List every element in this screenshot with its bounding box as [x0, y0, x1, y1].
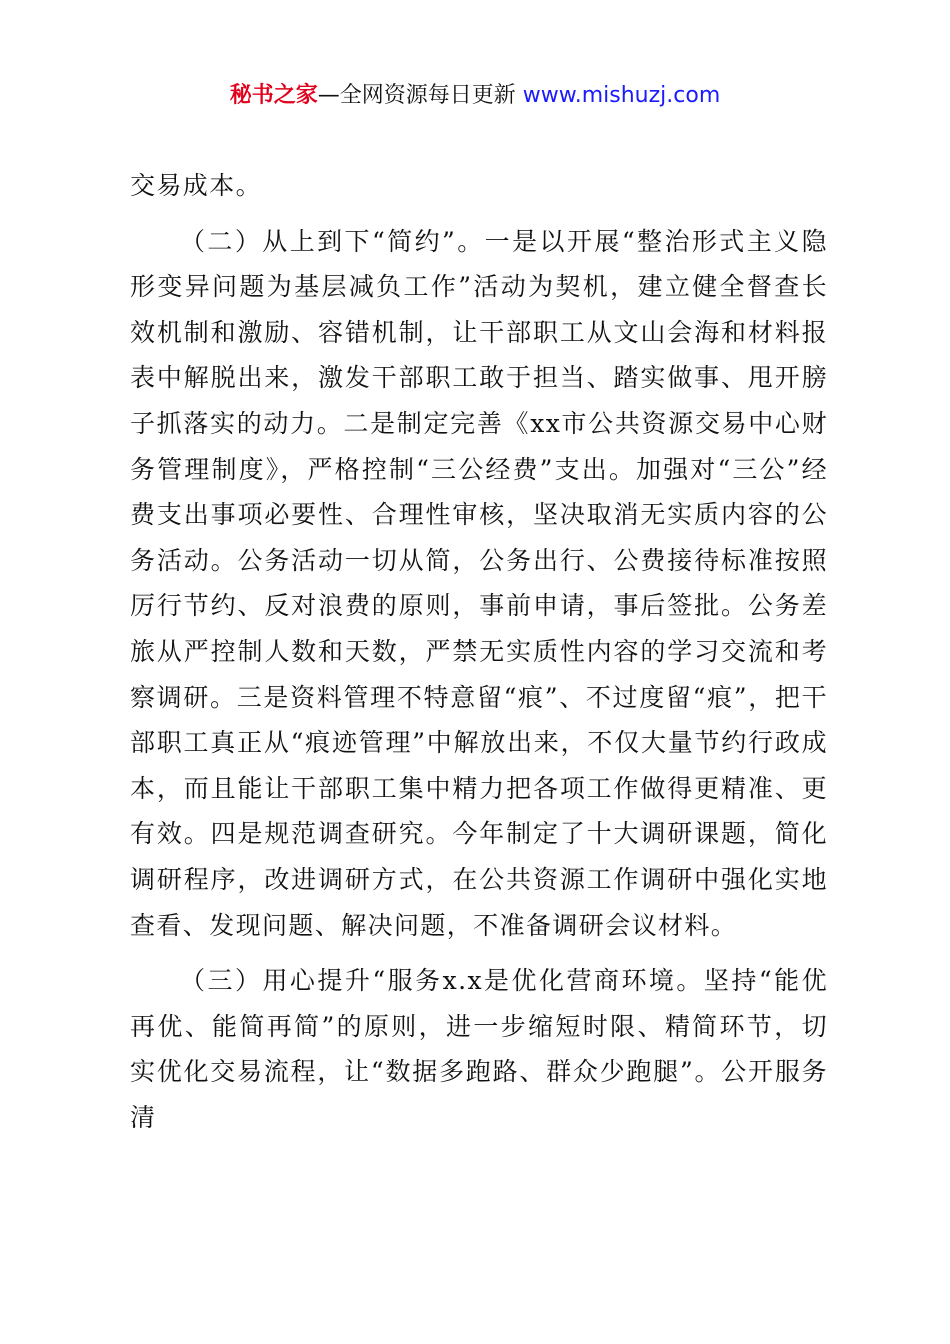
page-header [0, 80, 950, 112]
document-body [130, 163, 828, 1140]
paragraph-continuation: 交易成本。 [130, 171, 263, 200]
header-tagline: —全网资源每日更新 [317, 83, 516, 108]
paragraph-section-2: （二）从上到下“简约”。一是以开展“整治形式主义隐形变异问题为基层减负工作”活动为契机，建立健全督查长效机制和激励、容错机制，让干部职工从文山会海和材料报表中解脱出来，激发干部职工敢于担当、踏实做事、甩开膀子抓落实的动力。二是制定完善《xx市公共资源交易中心财务管理制度》，严格控制“三公经费”支出。加强对“三公”经费支出事项必要性、合理性审核，坚决取消无实质内容的公务活动。公务活动一切从简，公务出行、公费接待标准按照厉行节约、反对浪费的原则，事前申请，事后签批。公务差旅从严控制人数和天数，严禁无实质性内容的学习交流和考察调研。三是资料管理不特意留“痕”、不过度留“痕”，把干部职工真正从“痕迹管理”中解放出来，不仅大量节约行政成本，而且能让干部职工集中精力把各项工作做得更精准、更有效。四是规范调查研究。今年制定了十大调研课题，简化调研程序，改进调研方式，在公共资源工作调研中强化实地查看、发现问题、解决问题，不准备调研会议材料。 [130, 226, 828, 940]
paragraph-section-3: （三）用心提升“服务x.x是优化营商环境。坚持“能优再优、能简再简”的原则，进一步缩短时限、精简环节，切实优化交易流程，让“数据多跑路、群众少跑腿”。公开服务清 [130, 966, 828, 1132]
header-site-link[interactable]: www.mishuzj.com [522, 83, 721, 108]
header-brand: 秘书之家 [229, 83, 318, 108]
